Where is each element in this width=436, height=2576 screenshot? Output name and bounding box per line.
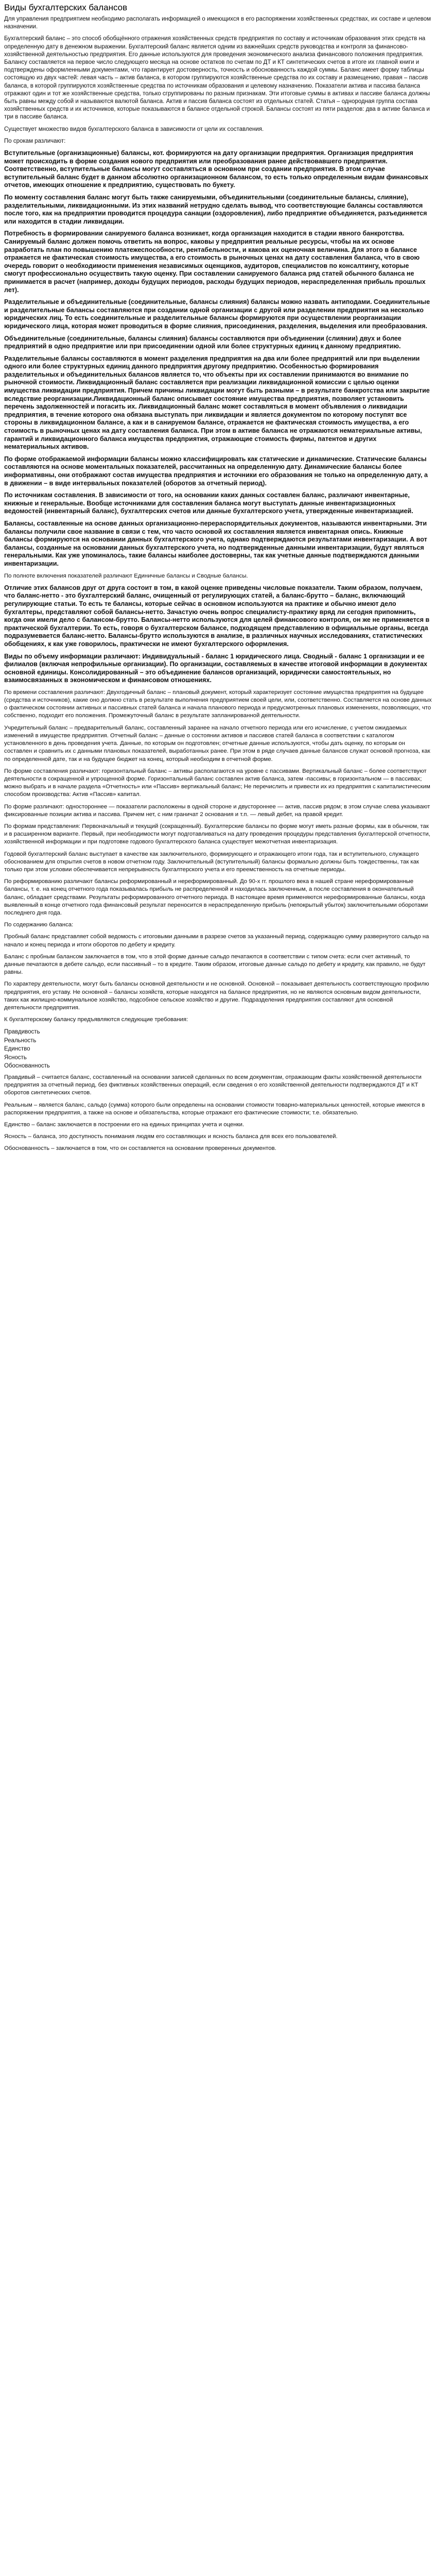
paragraph: Существует множество видов бухгалтерского баланса в зависимости от цели их составления. bbox=[4, 126, 264, 132]
paragraph: Годовой бухгалтерский баланс выступает в качестве как заключительного, формирующего и отражающего итоги года, так и вступительного, служащего обоснованием для открытия счетов в новом отчетном году. Заключительный (вступительный) балансы формально должны быть тождественны, так как только при этом условии обеспечивается непрерывность бухгалтерского учета и его преемственность на отчетные периоды. bbox=[4, 851, 419, 873]
paragraph: Правдивый – считается баланс, составленный на основании записей сделанных по всем документам, отражающим факты хозяйственной деятельности предприятия за отчетный период, без фиктивных хозяйственных операций, если сведения о его хозяйственной деятельности подтверждаются ДТ и КТ оборотов синтетических счетов. bbox=[4, 1074, 422, 1096]
paragraph: Разделительные балансы составляются в момент разделения предприятия на два или более предприятий или при выделении одного или более структурных единиц данного предприятия другому предприятию. Особенностью формирования разделительных и объединительных балансов является то, что объекты при их составлении принимаются во внимание по рыночной стоимости. Ликвидационный баланс составляется при реализации ликвидационной комиссии с целью оценки имущества ликвидации предприятия. Причем причины ликвидации могут быть разными – в результате банкротства или закрытие вследствие реорганизации.Ликвидационный баланс описывает состояние имущества предприятия, позволяет установить перечень задолженностей и погасить их. Ликвидационный баланс может составляться в момент объявления о ликвидации предприятия, в течение которого она обязана выступать при ликвидации и является документом по которому поступят все стороны в ликвидационном балансе, а как и в санируемом балансе, отражается не фактическая стоимость имущества, а его стоимость в рыночных ценах на дату составления баланса. При этом в активе баланса не отражаются нематериальные активы, гарантий и ликвидационного баланса имущества предприятия, отражающие стоимость фирмы, патентов и других нематериальных активов. bbox=[4, 354, 430, 451]
paragraph: Учредительный баланс – предварительный баланс, составленный заранее на начало отчетного периода или его исчисление, с учетом ожидаемых изменений в имуществе предприятия. Отчетный баланс – данные о состоянии активов и пассивов статей баланса в соответствии с каталогом установленного в день проведения учета. Данные, по которым он подготовлен; отчетные данные используются, чтобы дать оценку, по которым он составлен и сравнить их с данными плановых показателей, выработанных ранее. При этом в ряде случаев данные балансов служат основой прогноза, как по определенной дате, так и на будущее бюджет на конец, который необходим в отчетной форме. bbox=[4, 724, 430, 762]
paragraph: Обоснованность – заключается в том, что он составляется на основании проверенных документов. bbox=[4, 1145, 276, 1152]
paragraph: По моменту составления баланс могут быть также санируемыми, объединительными (соединительные балансы, слияние), разделительными, ликвидационными. Из этих названий нетрудно сделать вывод, что соответствующие балансы составляются после того, как на предприятии проводится процедура санации (оздоровления), либо предприятие объединяется, разъединяется или находится в стадии ликвидации. bbox=[4, 194, 427, 225]
paragraph: По реформированию различают балансы реформированный и нереформированный. До 90-х гг. прошлого века в нашей стране нереформированные балансы, т. е. на конец отчетного года показывалась прибыль не распределенной и находилась заключенным, а после составления в окончательный баланс, обладает средствами. Результаты реформированного отчетного периода. В настоящее время применяются нереформированные балансы, когда выявленный в конце отчетного года финансовый результат переносится в нераспределенную прибыль (непокрытый убыток) заключительными оборотами последнего дня года. bbox=[4, 878, 428, 916]
paragraph: По полноте включения показателей различают Единичные балансы и Сводные балансы. bbox=[4, 572, 248, 579]
paragraph: Единство – баланс заключается в построении его на единых принципах учета и оценки. bbox=[4, 1121, 245, 1128]
paragraph: Разделительные и объединительные (соединительные, балансы слияния) балансы можно назвать антиподами. Соединительные и разделительные балансы составляются при создании одной организации с другой или разделении предприятия на несколько юридических лиц. То есть соединительные и разделительные балансы формируются при осуществлении реорганизации юридического лица, которая может проводиться в форме слияния, присоединения, разделения, выделения или преобразования. bbox=[4, 298, 430, 330]
paragraph: По содержанию баланса: bbox=[4, 922, 74, 928]
paragraph: Отличие этих балансов друг от друга состоит в том, в какой оценке приведены числовые показатели. Таким образом, получаем, что баланс-нетто - это бухгалтерский баланс, очищенный от регулирующих статей, а баланс-брутто – баланс, включающий регулирующие статьи. То есть те балансы, которые сейчас в основном используются на практике и обычно имеют дело бухгалтеры, представляют собой балансы-нетто. Зачастую очень вопрос специалисту-практику вряд ли сегодня припомнить, когда они имели дело с балансом-брутто. Балансы-нетто используются для целей финансового контроля, он же не применяется в практической бухгалтерии. То есть, говоря о бухгалтерском балансе, подходящем представлению в официальные органы, всегда подразумевается баланс-нетто. Балансы-брутто используются в анализе, в различных научных исследованиях, статистических обобщениях, к как уже говорилось, практически не имеют бухгалтерского оформления. bbox=[4, 584, 430, 648]
paragraph: Реальным – является баланс, сальдо (сумма) которого были определены на основании стоимости товарно-материальных ценностей, которые имеются в распоряжении предприятия, а также на основе и обязательства, которые отражают его фактические стоимости; т.е. обязательно. bbox=[4, 1101, 425, 1116]
page-title: Виды бухгалтерских балансов bbox=[4, 3, 128, 12]
requirement-item: Единство bbox=[4, 1046, 30, 1053]
requirements-list bbox=[4, 1028, 432, 1071]
paragraph: По форме различают: одностороннее — показатели расположены в одной стороне и двустороннее — актив, пассив рядом; в этом случае слева указывают фиксированные позиции актива и пассива. Причем нет, с ним граничат 2 основания и т.п. — левый дебет, на правой кредит. bbox=[4, 803, 430, 818]
paragraph: Вступительные (организационные) балансы, кот. формируются на дату организации предприятия. Организация предприятия может происходить в форме создания нового предприятия или преобразования ранее действовавшего предприятия. Соответственно, вступительные балансы могут составляться в основном при создании предприятия. В этом случае вступительный баланс будет в данном абсолютно организационном балансом, то есть только определенным видам финансовых отчетов, имеющих отношение к предприятию, существовать по букету. bbox=[4, 149, 428, 189]
paragraph: По характеру деятельности, могут быть балансы основной деятельности и не основной. Основной – показывает деятельность соответствующую профилю предприятия, его уставу. Не основной – балансы хозяйств, которые находятся на балансе предприятия, но не являются основным видом деятельности, таких как жилищно-коммунальное хозяйство, подсобное сельское хозяйство и другие. Подразделения предприятия составляют для основной деятельности предприятия. bbox=[4, 981, 429, 1011]
requirement-item: Правдивость bbox=[4, 1029, 40, 1036]
paragraph: Пробный баланс представляет собой ведомость с итоговыми данными в разрезе счетов за указанный период, содержащую сумму развернутого сальдо на начало и конец периода и итоги оборотов по дебету и кредиту. bbox=[4, 934, 429, 948]
article-body bbox=[4, 15, 432, 1153]
paragraph: Виды по объему информации различают: Индивидуальный - баланс 1 юридического лица. Сводный - баланс 1 организации и ее филиалов (включая непрофильные организации). По организации, составляемых в качестве итоговой информации в документах основной единицы. Консолидированный – это объединение балансов организаций, юридически самостоятельных, но взаимосвязанных в экономическом и финансовом отношениях. bbox=[4, 652, 427, 684]
requirement-item: Реальность bbox=[4, 1037, 37, 1044]
paragraph: Объединительные (соединительные, балансы слияния) балансы составляются при объединении (слиянии) двух и более предприятий в одно предприятие или при присоединении одной или более структурных единиц к данному предприятию. bbox=[4, 334, 402, 350]
page bbox=[0, 0, 436, 1153]
paragraph: По форме отображаемой информации балансы можно классифицировать как статические и динамические. Статические балансы составляются на основе моментальных показателей, рассчитанных на определенную дату. Динамические балансы более информативны, они отображают состав имущества предприятия и источники его образования не только на определенную дату, а в движении – в виде интервальных показателей (оборотов за отчетный период). bbox=[4, 455, 428, 487]
paragraph: Потребность в формировании санируемого баланса возникает, когда организация находится в стадии явного банкротства. Санируемый баланс должен помочь ответить на вопрос, каковы у предприятия реальные ресурсы, чтобы на их основе разработать план по повышению платежеспособности, рентабельности, и какова их оценочная величина. Для этого в балансе отражается не фактическая стоимость имущества, а его стоимость в рыночных ценах на дату составления баланса, что в свою очередь говорит о необходимости применения независимых оценщиков, аудиторов, специалистов по консалтингу, которые смогут профессионально осуществить такую оценку. При составлении санируемого баланса ряд статей обычного баланса не принимается в расчет (например, доходы будущих периодов, расходы будущих периодов, нераспределенная прибыль прошлых лет). bbox=[4, 230, 426, 294]
paragraph: Для управления предприятием необходимо располагать информацией о имеющихся в его распоряжении хозяйственных средствах, их составе и целевом назначении. bbox=[4, 16, 431, 30]
paragraph: По форме составления различают: горизонтальный баланс – активы располагаются на уровне с пассивами. Вертикальный баланс – более соответствуют деятельности в сокращенной и упрощенной форме. Горизонтальный баланс составлен актив баланса, затем -пассивы; в горизонтальном — в пассивах; можно выбрать и в начале раздела «Отчетность» или «Пассив» вертикальный баланс; Не перечислить и привести их из предприятия с капиталистическим способом производства: Актив «Пассив» капитал. bbox=[4, 768, 430, 798]
paragraph: По срокам различают: bbox=[4, 138, 66, 144]
requirement-item: Ясность bbox=[4, 1054, 27, 1061]
paragraph: По формам представления: Первоначальный и текущий (сокращенный). Бухгалтерские балансы по форме могут иметь разные формы, как в обычном, так и в расширенном варианте. Первый, при необходимости могут подготавливаться на дату проведения процедуры представления бухгалтерской отчетности, хозяйственной информации и при подготовке годового бухгалтерского баланса существует межотчетная инвентаризация. bbox=[4, 823, 430, 845]
paragraph: Балансы, составленные на основе данных организационно-перераспорядительных документов, называются инвентарными. Эти балансы получили свое название в связи с тем, что часто основой их составления является инвентарная опись. Книжные балансы формируются на основании данных бухгалтерского учета, однако подтверждаются результатами инвентаризации. А вот балансы, созданные на основании данных бухгалтерского учета, но подтвержденные данными инвентаризации, будут являться генеральными. Как уже упоминалось, такие балансы наиболее достоверны, так как учетные данные подтверждаются данными инвентаризации. bbox=[4, 519, 427, 567]
paragraph: Бухгалтерский баланс – это способ обобщённого отражения хозяйственных средств предприятия по составу и источникам образования этих средств на определенную дату в денежном выражении. Бухгалтерский баланс является одним из важнейших средств руководства и контроля за финансово-хозяйственной деятельностью предприятия. Его данные используются для проведения экономического анализа финансового положения предприятия. Балансу составляется на первое число следующего месяца на основе остатков по счетам по ДТ и КТ синтетических счетов в итоге их главной книги и подтверждены оформленными документами, что гарантирует достоверность, точность и обоснованность каждой суммы. Баланс имеет форму таблицы состоящую из двух частей: левая часть – актив баланса, в котором группируются хозяйственные средства по их составу и размещению, правая – пассив баланса, в которой группируются хозяйственные средства по источникам образования и целевому назначению. Показатели актива и пассива баланса отражают один и тот же хозяйственные средства, только сгруппированы по разным признакам. Эти итоговые суммы в активах и пассиве баланса должны быть равны между собой и называются валютой баланса. Актив и пассив баланса состоят из отдельных статей. Статья – однородная группа состава хозяйственных средств и их источников, которые показываются в балансе отдельной строкой. Балансы состоят из пяти разделов: два в активе баланса и три в пассиве баланса. bbox=[4, 36, 430, 121]
requirement-item: Обоснованность bbox=[4, 1063, 50, 1070]
paragraph: По источникам составления. В зависимости от того, на основании каких данных составлен баланс, различают инвентарные, книжные и генеральные. Вообще источниками для составления баланса могут выступать данные инвентаризационных ведомостей (инвентарный баланс), бухгалтерских счетов или данные бухгалтерского учета, утвержденные инвентаризацией. bbox=[4, 492, 413, 515]
paragraph: По времени составления различают: Двухгодичный баланс – плановый документ, который характеризует состояние имущества предприятия на будущее (средства и источников), какие оно должно стать в результате выполнения предприятием своей цели, или, соответственно. Составляется на основе данных о фактическом состоянии активных и пассивных статей баланса и начала планового периода и предусмотренных плановых изменениях, позволяющих, что собственно, подходит его положения. Промежуточный баланс в результате запланированной деятельности. bbox=[4, 689, 432, 719]
paragraph: К бухгалтерскому балансу предъявляются следующие требования: bbox=[4, 1016, 188, 1023]
paragraph: Баланс с пробным балансом заключается в том, что в этой форме данные сальдо печатаются в соответствии с типом счета: если счет активный, то данные печатаются в дебете сальдо, если пассивный – то в кредите. Таким образом, итоговые данные сальдо по дебету и кредиту, как правило, не будут равны. bbox=[4, 953, 426, 976]
paragraph: Ясность – баланса, это доступность понимания людям его составляющих и ясность баланса для всех его пользователей. bbox=[4, 1133, 338, 1140]
